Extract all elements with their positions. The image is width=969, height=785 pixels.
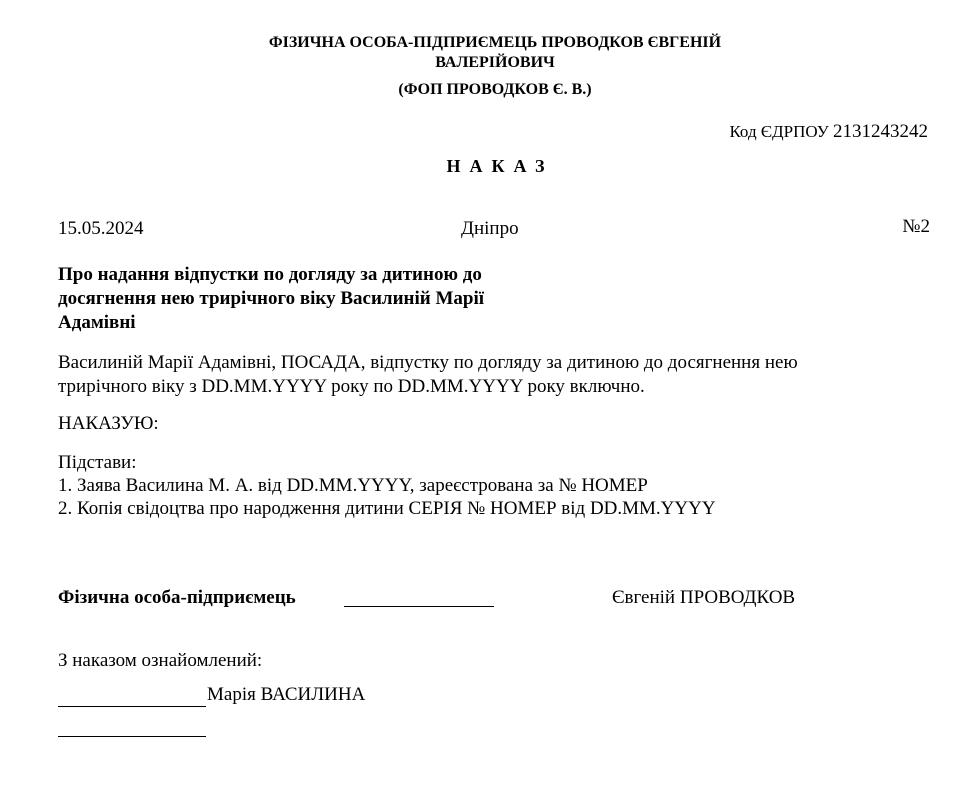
org-name-line2: ВАЛЕРІЙОВИЧ — [435, 54, 555, 71]
order-word: НАКАЗУЮ: — [58, 413, 159, 434]
body-line: Василиній Марії Адамівні, ПОСАДА, відпустку по догляду за дитиною до досягнення нею — [58, 352, 798, 373]
document-city: Дніпро — [461, 218, 519, 239]
document-title: НАКАЗ — [446, 156, 554, 176]
org-short-name: (ФОП ПРОВОДКОВ Є. В.) — [398, 81, 592, 98]
signature-label: Фізична особа-підприємець — [58, 587, 296, 608]
org-name-line1: ФІЗИЧНА ОСОБА-ПІДПРИЄМЕЦЬ ПРОВОДКОВ ЄВГЕНІЙ — [268, 34, 722, 51]
edrpou-value: 2131243242 — [833, 121, 928, 142]
edrpou-code — [729, 121, 928, 143]
acquaintance-name: Марія ВАСИЛИНА — [207, 684, 366, 705]
document-number: №2 — [902, 216, 930, 237]
subject-line: Адамівні — [58, 312, 136, 333]
signature-line — [344, 606, 494, 607]
subject-line: Про надання відпустки по догляду за дитиною до — [58, 264, 482, 285]
edrpou-label: Код ЄДРПОУ — [729, 122, 829, 141]
acquaintance-label: З наказом ознайомлений: — [58, 650, 263, 671]
subject-line: досягнення нею трирічного віку Василиній Марії — [58, 288, 485, 309]
body-line: трирічного віку з DD.MM.YYYY року по DD.MM.YYYY року включно. — [58, 376, 645, 397]
signature-name: Євгеній ПРОВОДКОВ — [612, 587, 796, 608]
grounds-section — [58, 451, 928, 520]
acquaintance-date-line — [58, 736, 206, 737]
org-name — [200, 33, 790, 73]
document-date: 15.05.2024 — [58, 218, 144, 239]
document-body — [58, 351, 928, 399]
grounds-item: 1. Заява Василина М. А. від DD.MM.YYYY, зареєстрована за № НОМЕР — [58, 475, 648, 496]
grounds-label: Підстави: — [58, 452, 137, 473]
document-subject — [58, 263, 578, 335]
acquaintance-signature-line — [58, 706, 206, 707]
grounds-item: 2. Копія свідоцтва про народження дитини СЕРІЯ № НОМЕР від DD.MM.YYYY — [58, 498, 716, 519]
